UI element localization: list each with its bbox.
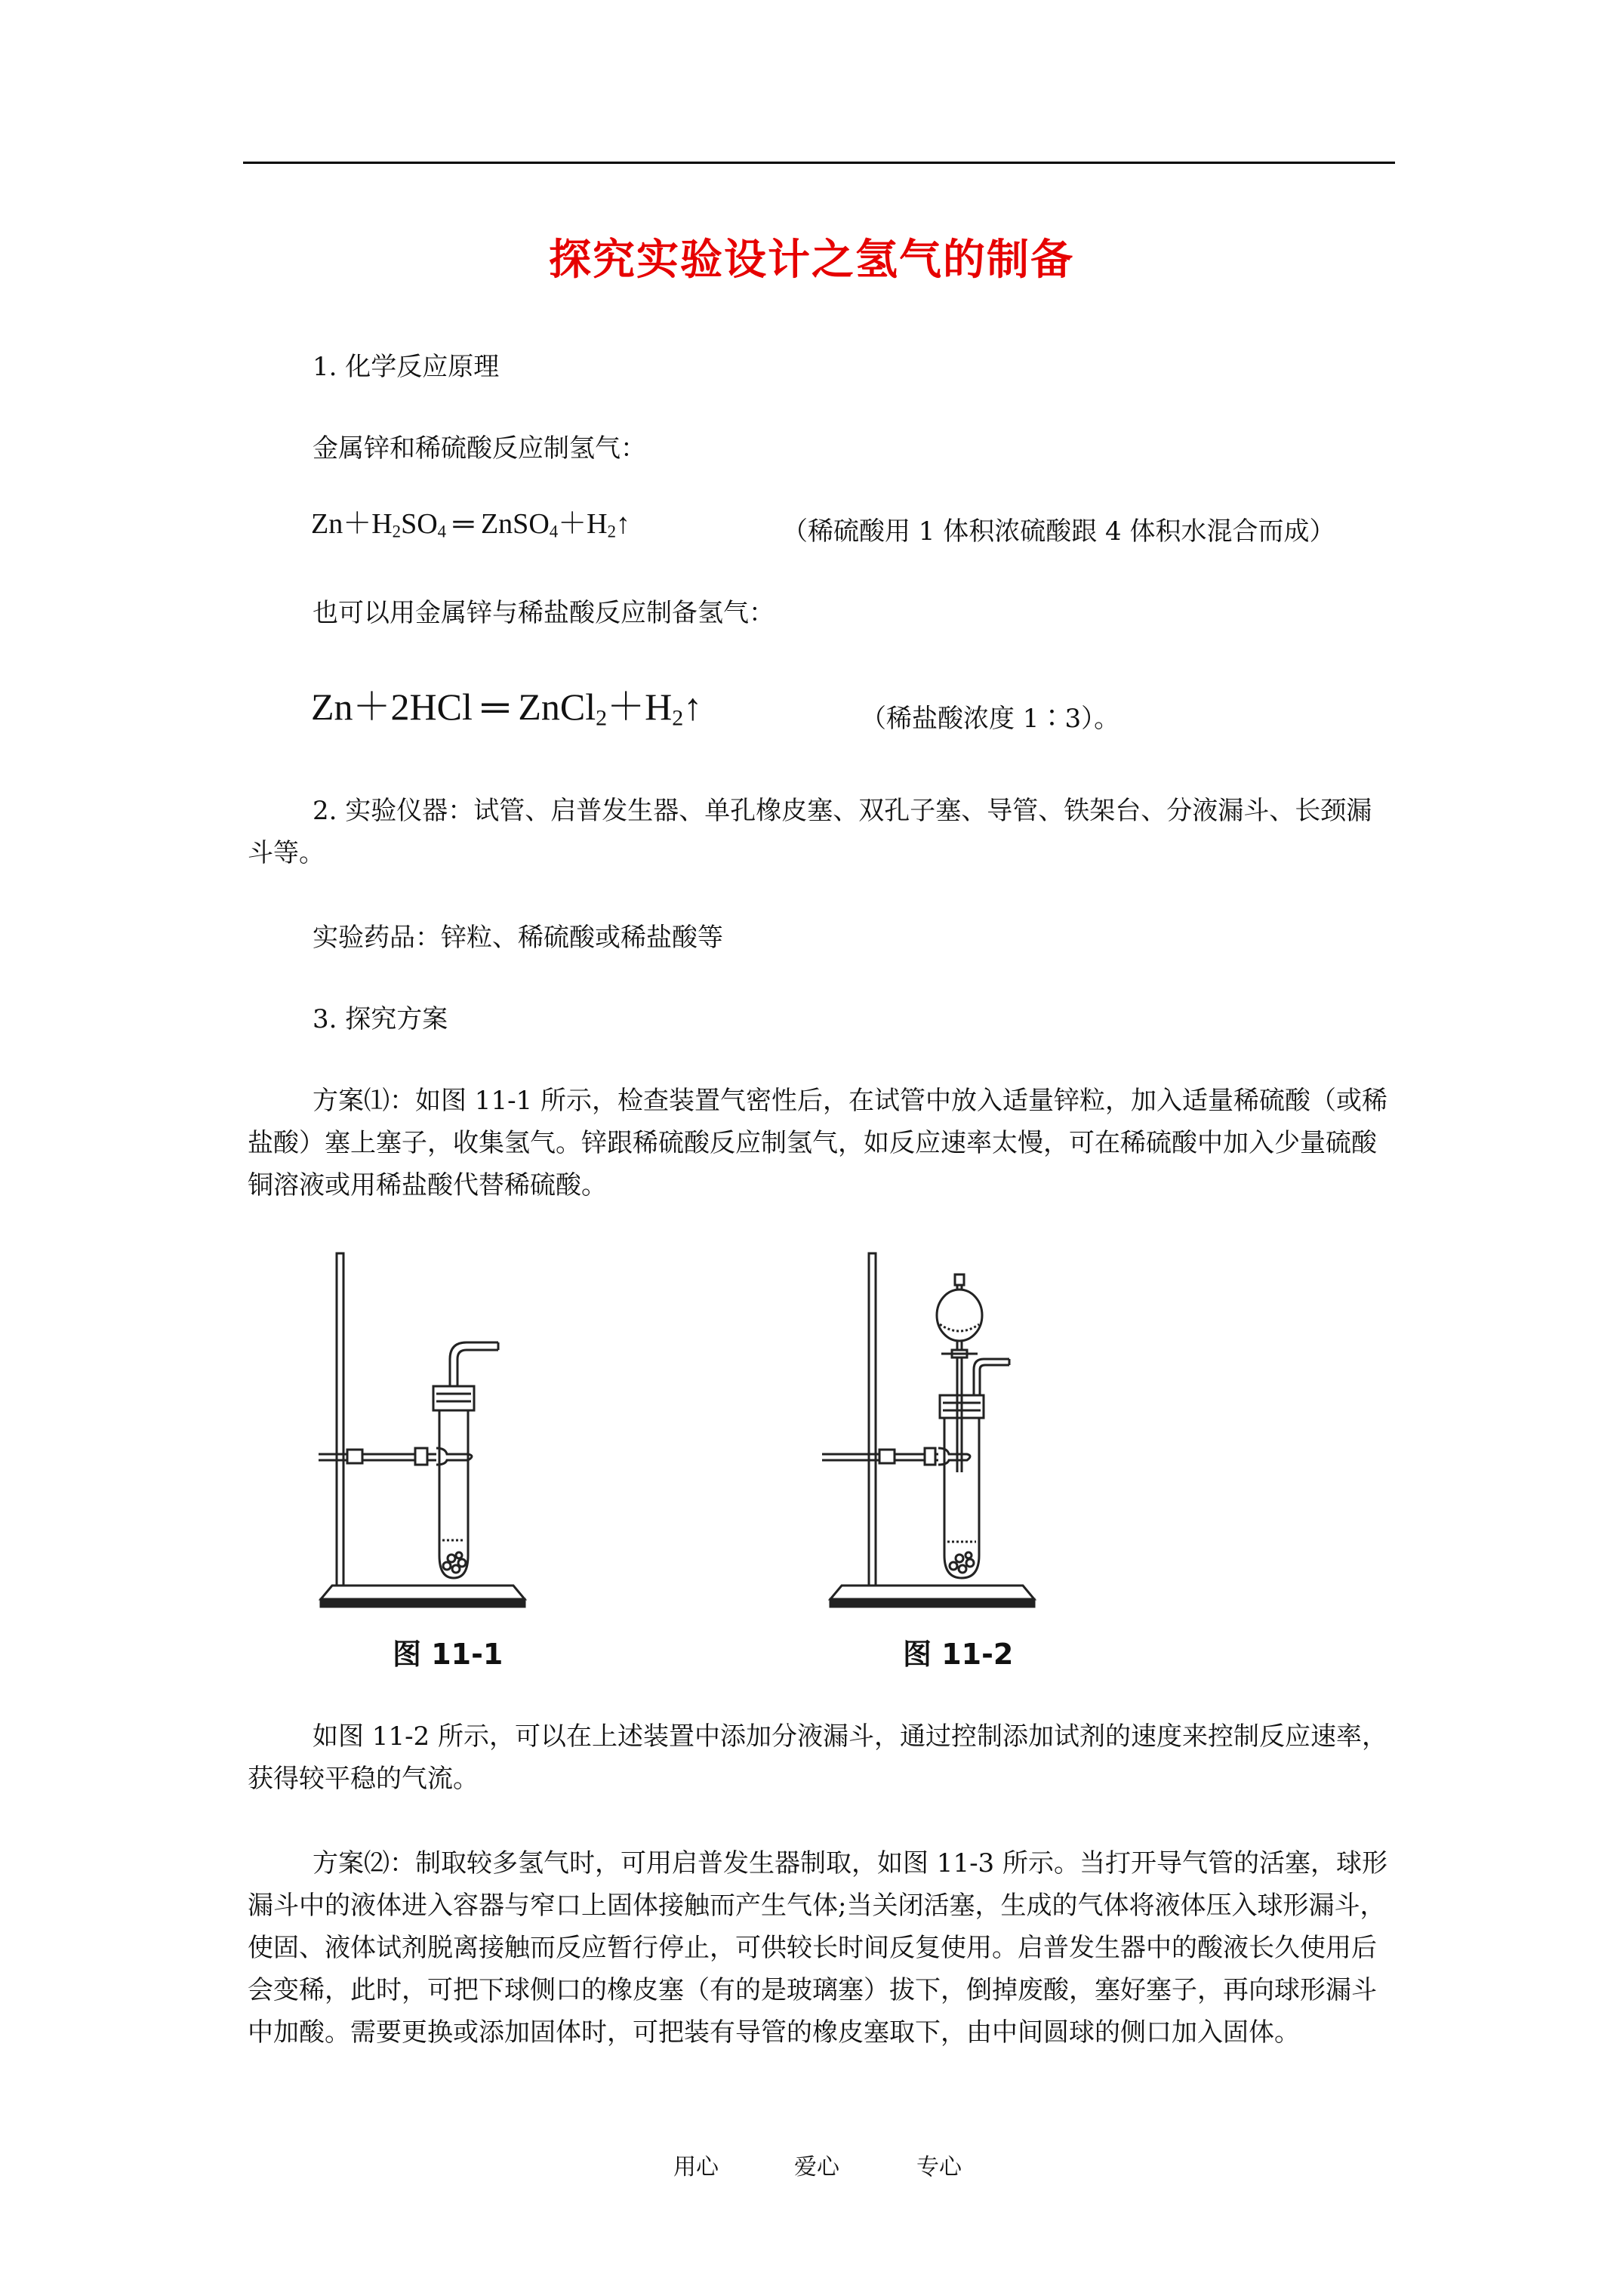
section-1-line-2: 也可以用金属锌与稀盐酸反应制备氢气：	[313, 598, 775, 628]
equation-2-note: （稀盐酸浓度 1∶3）。	[861, 704, 1120, 734]
figure-11-2-apparatus	[819, 1246, 1046, 1623]
equation-zn-h2so4: $Zn+H_2SO_4$ ═ $ZnSO_4+H_2↑$	[311, 508, 631, 541]
figure-11-1-caption: 图 11-1	[393, 1638, 504, 1671]
figure-11-2-description: 如图 11-2 所示，可以在上述装置中添加分液漏斗，通过控制添加试剂的速度来控制反应速率，获得较平稳的气流。	[248, 1721, 1387, 1794]
equation-zn-hcl: Zn＋2HCl ═ $ZnCl_2+H_2↑$	[311, 686, 703, 731]
section-2-reagents: 实验药品：锌粒、稀硫酸或稀盐酸等	[313, 923, 723, 953]
section-3-heading: 3. 探究方案	[313, 1004, 448, 1034]
footer-text-2: 爱心	[794, 2154, 839, 2180]
equation-1-note: （稀硫酸用 1 体积浓硫酸跟 4 体积水混合而成）	[782, 516, 1335, 547]
section-1-heading: 1. 化学反应原理	[313, 352, 500, 382]
header-rule	[243, 162, 1395, 164]
figure-11-2-caption: 图 11-2	[903, 1638, 1014, 1671]
page-title: 探究实验设计之氢气的制备	[549, 236, 1074, 285]
section-2-apparatus: 2. 实验仪器：试管、启普发生器、单孔橡皮塞、双孔子塞、导管、铁架台、分液漏斗、长颈漏斗等。	[248, 796, 1372, 868]
section-1-line-1: 金属锌和稀硫酸反应制氢气：	[313, 433, 646, 464]
plan-2-text: 方案⑵：制取较多氢气时，可用启普发生器制取，如图 11-3 所示。当打开导气管的活塞，球形漏斗中的液体进入容器与窄口上固体接触而产生气体;当关闭活塞，生成的气体将液体压入球形漏斗，使固、液体试剂脱离接触而反应暂行停止，可供较长时间反复使用。启普发生器中的酸液长久使用后会变稀，此时，可把下球侧口的橡皮塞（有的是玻璃塞）拔下，倒掉废酸，塞好塞子，再向球形漏斗中加酸。需要更换或添加固体时，可把装有导管的橡皮塞取下，由中间圆球的侧口加入固体。	[248, 1848, 1387, 2048]
footer-text-3: 专心	[916, 2154, 962, 2180]
plan-1-text: 方案⑴：如图 11-1 所示，检查装置气密性后，在试管中放入适量锌粒，加入适量稀硫酸（或稀盐酸）塞上塞子，收集氢气。锌跟稀硫酸反应制氢气，如反应速率太慢，可在稀硫酸中加入少量硫酸铜溶液或用稀盐酸代替稀硫酸。	[248, 1086, 1387, 1200]
figure-11-1-apparatus	[310, 1246, 536, 1623]
footer-text-1: 用心	[673, 2154, 719, 2180]
